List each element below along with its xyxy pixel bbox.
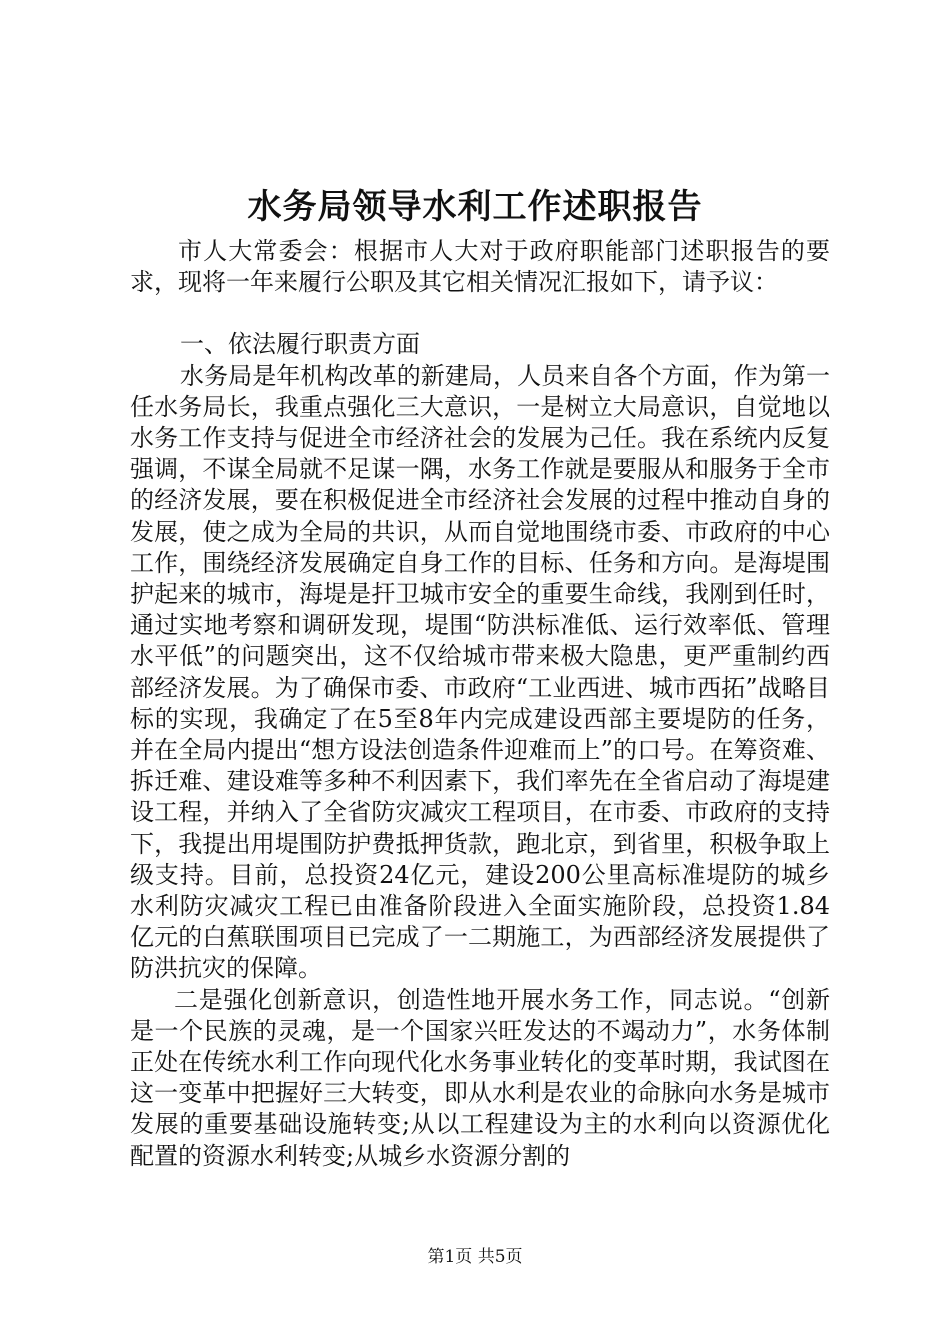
document-body (130, 236, 830, 1172)
document-title: 水务局领导水利工作述职报告 (247, 187, 703, 227)
body-paragraph: 水务局是年机构改革的新建局，人员来自各个方面，作为第一任水务局长，我重点强化三大意识，一是树立大局意识，自觉地以水务工作支持与促进全市经济社会的发展为己任。我在系统内反复强调，不谋全局就不足谋一隅，水务工作就是要服从和服务于全市的经济发展，要在积极促进全市经济社会发展的过程中推动自身的发展，使之成为全局的共识，从而自觉地围绕市委、市政府的中心工作，围绕经济发展确定自身工作的目标、任务和方向。是海堤围护起来的城市，海堤是扞卫城市安全的重要生命线，我刚到任时，通过实地考察和调研发现，堤围“防洪标准低、运行效率低、管理水平低”的问题突出，这不仅给城市带来极大隐患，更严重制约西部经济发展。为了确保市委、市政府“工业西进、城市西拓”战略目标的实现，我确定了在5至8年内完成建设西部主要堤防的任务，并在全局内提出“想方设法创造条件迎难而上”的口号。在筹资难、拆迁难、建设难等多种不利因素下，我们率先在全省启动了海堤建设工程，并纳入了全省防灾减灾工程项目，在市委、市政府的支持下，我提出用堤围防护费抵押货款，跑北京，到省里，积极争取上级支持。目前，总投资24亿元，建设200公里高标准堤防的城乡水利防灾减灾工程已由准备阶段进入全面实施阶段，总投资1.84亿元的白蕉联围项目已完成了一二期施工，为西部经济发展提供了防洪抗灾的保障。 (130, 361, 830, 983)
page-footer: 第1页 共5页 (427, 1247, 523, 1267)
body-paragraph: 二是强化创新意识，创造性地开展水务工作，同志说。“创新是一个民族的灵魂，是一个国家兴旺发达的不竭动力”，水务体制正处在传统水利工作向现代化水务事业转化的变革时期，我试图在这一变革中把握好三大转变，即从水利是农业的命脉向水务是城市发展的重要基础设施转变;从以工程建设为主的水利向以资源优化配置的资源水利转变;从城乡水资源分割的 (130, 985, 830, 1170)
paragraph-spacer (130, 298, 830, 329)
section-heading: 一、依法履行职责方面 (180, 330, 420, 359)
intro-paragraph: 市人大常委会：根据市人大对于政府职能部门述职报告的要求，现将一年来履行公职及其它相关情况汇报如下，请予议： (130, 237, 830, 297)
